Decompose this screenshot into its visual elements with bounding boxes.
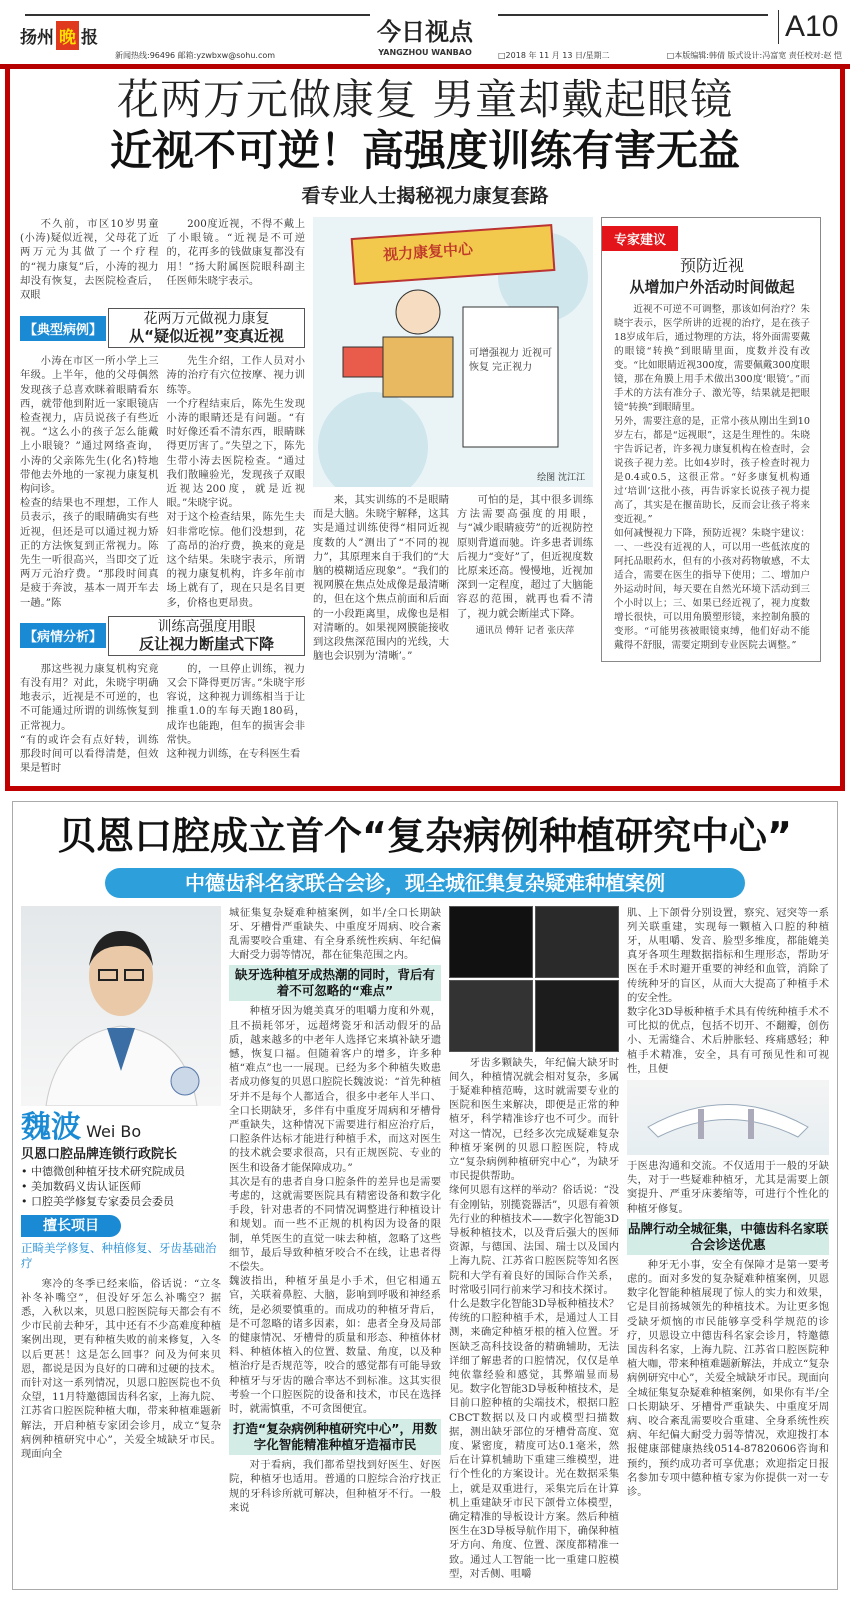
expert-advice-box bbox=[601, 217, 821, 662]
story2-body bbox=[21, 906, 829, 1582]
expert-title: 预防近视 bbox=[679, 256, 744, 275]
intro-right: 200度近视，不得不戴上了小眼镜。“近视是不可逆的，花再多的钱做康复都没有用！”扬大附属医院眼科副主任医师朱晓宇表示。 bbox=[166, 218, 305, 287]
doctor-name-en: Wei Bo bbox=[86, 1121, 142, 1141]
ct-scan-image bbox=[535, 980, 619, 1052]
expert-subtitle: 从增加户外活动时间做起 bbox=[629, 278, 795, 296]
analysis-heading-line1: 训练高强度用眼 bbox=[157, 618, 256, 635]
analysis-col2: 的，一旦停止训练，视力又会下降得更厉害。”朱晓宇形容说，这种视力训练相当于让推重1.0的车每天跑180码，成诈也能跑，但车的损害会非常快。 这种视力训练，在专科医生看 bbox=[166, 662, 305, 761]
expert-text: 近视不可逆不可调整，那该如何治疗？朱晓宇表示，医学所讲的近视的治疗，是在孩子18岁成年后，通过物理的方法，将外面需要戴的眼镜“转换”到眼睛里面，度数并没有改变。“比如眼睛近视300度，需要佩戴300度眼镜，那在角膜上用手术做出300度‘眼镜’。”而手术的方法有准分子、激光等，结果就是把眼镜“转换”到眼睛里。 另外，需要注意的是，正常小孩从刚出生到10岁左右，都是“远视眼”，这是生理性的。朱晓宇告诉记者，许多视力康复机构在检查时，会说孩子视力差。比如4岁时，孩子检查时视力是0.4或0.5，这很正常。“好多康复机构通过‘培训’这批小孩，再告诉家长说孩子视力提高了，其实是在揠苗助长，反而会让孩子将来变近视。” 如何减慢视力下降，预防近视？朱晓宇建议：一、一些没有近视的人，可以用一些低浓度的阿托品眼药水，但有的小孩对药物敏感，不太适合，需要在医生的指导下使用；二、增加户外运动时间，每天要在自然光环境下活动到三个小时以上；三、如果已经近视了，视力度数增长很快，可以用角膜塑形镜，来控制角膜的变形。“可能男孩被眼镜束缚，他们好动不能戴得不舒服，需要定期到专业医院去调整。” bbox=[614, 304, 810, 651]
doctor-card bbox=[21, 1110, 221, 1271]
header-rule bbox=[25, 14, 370, 16]
implant-guide-model bbox=[638, 1087, 818, 1147]
analysis-col3: 来，其实训练的不是眼睛而是大脑。朱晓宇解释，这其实是通过训练使得“相同近视度数的人”测出了“不同的视力”，其原理来自于我们的“大脑的模糊适应现象”。“我们的视网膜在焦点处成像是最清晰的，但在这个焦点前面和后面的一小段距离里，成像也是相对清晰的。如果视网膜能接收到这段焦深范围内的光线，大脑也会识别为‘清晰’。” bbox=[313, 494, 449, 663]
analysis-heading-box bbox=[108, 616, 305, 656]
masthead bbox=[0, 0, 850, 64]
story1-middle bbox=[313, 217, 593, 663]
story1-body bbox=[20, 217, 830, 776]
doctor-credential: • 中德微创种植牙技术研究院成员 bbox=[21, 1164, 185, 1178]
campaign-text: 种牙无小事，安全有保障才是第一要考虑的。面对多发的复杂疑难种植案例，贝恩数字化智能种植展现了惊人的实力和效果，它是目前扬城领先的种植技术。为让更多饱受缺牙烦恼的市民能够享受科学规范的诊疗，贝恩设立中德齿科名家会诊月，特邀德国齿科名家，上海九院、江苏省口腔医院种植大咖，带来种植难题新解法，并成立“复杂病例研究中心”，关爱全城缺牙市民。现面向全城征集复杂疑难种植案例，如果你有半/全口长期缺牙、牙槽骨严重缺失、中重度牙周病、咬合紊乱需要咬合重建、全身系统性疾病、年纪偏大耐受力弱等情况，欢迎拨打本报健康部健康热线0514-87820606咨询和预约，预约成功者可享优惠；欢迎指定日报名参加专项中德种植专家为你提供一对一专诊。 bbox=[627, 1258, 829, 1498]
tag-analysis: 【病情分析】 bbox=[20, 623, 106, 648]
intro-text: 城征集复杂疑难种植案例，如半/全口长期缺牙、牙槽骨严重缺失、中重度牙周病、咬合紊乱需要咬合重建、有全身系统性疾病、年纪偏大耐受力弱等情况，都在征集范围之内。 bbox=[229, 906, 441, 962]
page-number: A10 bbox=[778, 10, 838, 44]
case-col1: 小涛在市区一所小学上三年级。上半年，他的父母偶然发现孩子总喜欢眯着眼睛看东西，就带他到附近一家眼镜店检查视力，店员说孩子有些近视。“这么小的孩子怎么能戴上小眼镜？”通过网络查询，小涛的父亲陈先生(化名)特地带他去外地的一家视力康复机构问诊。 检查的结果也不理想，工作人员表示，孩子的眼睛确实有些近视，但还是可以通过视力矫正的方法恢复到正常视力。陈先生一听很高兴，当即交了近两万元治疗费。“那段时间真是疲于奔波，基本一周开车去一趟。”陈 bbox=[20, 355, 159, 609]
story2-col4 bbox=[627, 906, 829, 1500]
illustration-banner: 视力康复中心 bbox=[382, 239, 474, 265]
case-col2: 先生介绍，工作人员对小涛的治疗有穴位按摩、视力训练等。 一个疗程结束后，陈先生发现小涛的眼睛还是有问题。“有时好像还看不清东西，眼睛眯得更厉害了。”失望之下，陈先生带小涛去医院检查。“通过我们散瞳验光，发现孩子双眼近视达200度，就是近视眼。”朱晓宇说。 对于这个检查结果，陈先生夫妇非常吃惊。他们没想到，花了高昂的治疗费，换来的竟是这个结果。朱晓宇表示，所谓的视力康复机构，许多年前市场上就有了，现在只是名目更多，价格也更昂贵。 bbox=[166, 355, 305, 609]
doctor-credential: • 美加数码义齿认证医师 bbox=[21, 1179, 141, 1193]
story2-frame bbox=[12, 801, 838, 1591]
doctor-name: 魏波 bbox=[21, 1109, 81, 1145]
story2-col2 bbox=[229, 906, 441, 1516]
illustration-sign: 可增强视力 近视可恢复 完正视力 bbox=[469, 348, 553, 373]
story2-col1-text: 寒冷的冬季已经来临，俗话说：“立冬补冬补嘴空”，但没好牙怎么补嘴空？据悉，入秋以来，贝恩口腔医院每天都会有不少市民前去种牙，其中还有不少高难度种植案例出现，更有种植失败的前来修复，入冬以后更甚！这是怎么回事？问及为何来贝恩，都说是因为良好的口碑和过硬的技术。而针对这一系列情况，贝恩口腔医院也不负众望，11月特邀德国齿科名家，上海九院、江苏省口腔医院种植大咖，带来种植难题新解法，开启种植专家团会诊月，成立“复杂病例种植研究中心”，关爱全城缺牙市民。现面向全 bbox=[21, 1277, 221, 1460]
story1-subhead: 看专业人士揭秘视力康复套路 bbox=[301, 185, 549, 207]
story2-col3 bbox=[449, 906, 619, 1582]
specialty: 正畸美学修复、种植修复、牙齿基础治疗 bbox=[21, 1240, 217, 1270]
doctor-photo bbox=[21, 906, 221, 1106]
analysis-heading-line2: 反让视力断崖式下降 bbox=[139, 634, 275, 653]
subheading-campaign: 品牌行动全城征集，中德齿科名家联合会诊送优惠 bbox=[627, 1219, 829, 1255]
guide-text: 于医患沟通和交流。不仅适用于一般的牙缺失，对于一些疑难种植牙，尤其是需要上颌窦提升、严重牙床萎缩等，可进行个性化的种植牙修复。 bbox=[627, 1159, 829, 1215]
analysis-heading bbox=[20, 616, 305, 656]
specialty-label: 擅长项目 bbox=[21, 1215, 121, 1237]
editors: □本版编辑:韩倩 版式设计:冯富宽 责任校对:赵 恺 bbox=[666, 51, 842, 60]
ct-scan-grid bbox=[449, 906, 619, 1052]
doctor-title: 贝恩口腔品牌连锁行政院长 bbox=[21, 1146, 178, 1162]
case-heading bbox=[20, 308, 305, 348]
subheading-center: 打造“复杂病例种植研究中心”，用数字化智能精准种植牙造福市民 bbox=[229, 1419, 441, 1455]
date: □2018 年 11 月 13 日/星期二 bbox=[498, 51, 610, 60]
technique-text: 肌、上下颌骨分别设置，察究、冠突等一系列关联重建，实现每一颗植入口腔的种植牙，从咀嚼、发音、脸型多维度，都能媲美真牙各项生理数据指标和生理形态，帮助牙医在手术时避开重要的神经和血管，消除了传统种牙的盲区，从而大大提高了种植手术的安全性。 数字化3D导板种植手术具有传统种植手术不可比拟的优点，包括不切开、不翻瓣，创伤小、无需缝合、术后肿胀轻、疼痛感轻；种植手术精准，安全，具有可预见性和可视性，且便 bbox=[627, 906, 829, 1075]
story2-col3-text: 牙齿多颗缺失，年纪偏大缺牙时间久，种植情况就会相对复杂，多属于疑难种植范畴，这时就需要专业的医院和医生来解决，即便是正常的种植牙，科学精准诊疗也不可少。而针对这一情况，已经多次完成疑难复杂种植牙案例的贝恩口腔医院，特成立“复杂病例种植研究中心”，为缺牙市民提供帮助。 缘何贝恩有这样的举动？俗话说：“没有金刚钻，别揽瓷器活”，贝恩有着领先行业的种植技术——数字化智能3D导板种植技术，以及背后强大的医师资源，与德国、法国、瑞士以及国内上海九院、江苏省口腔医院等知名医院和大学有着良好的国际合作关系，时常吸引同行前来学习和技术探讨。 什么是数字化智能3D导板种植技术？传统的口腔种植手术，是通过人工目测，来确定种植牙根的植入位置。牙医缺乏高科技设备的精确辅助，无法详细了解患者的口腔情况，仅仅是单纯依靠经验和感觉，其弊端显而易见。数字化智能3D导板种植技术，是目前口腔种植的尖端技术，根据口腔CBCT数据以及口内或模型扫描数据，测出缺牙部位的牙槽骨高度、宽度、紧密度，精度可达0.1毫米，然后在计算机辅助下重建三维模型，进行个性化的方案设计。光在数据采集上，就是双重进行，采集完后在计算机上重建缺牙市民下颌骨立体模型，确定精准的导板设计方案。然后种植医生在3D导板导航作用下，确保种植牙方向、角度、位置、深度都精准一致。通过人工智能一比一重建口腔模型，对舌侧、咀嚼 bbox=[449, 1056, 620, 1580]
implant-image bbox=[627, 1080, 829, 1155]
ct-scan-image bbox=[449, 980, 533, 1052]
tag-case: 【典型病例】 bbox=[20, 316, 106, 341]
case-heading-line1: 花两万元做视力康复 bbox=[143, 311, 270, 328]
section-title: 今日视点 YANGZHOU WANBAO bbox=[377, 17, 473, 57]
intro-left: 不久前，市区10岁男童(小涛)疑似近视，父母花了近两万元为其做了一个疗程的“视力康复”后，小涛的视力却没有恢复，去医院检查后，双眼 bbox=[20, 218, 159, 302]
byline: 通讯员 傅轩 记者 张庆萍 bbox=[475, 625, 575, 636]
ct-scan-image bbox=[535, 906, 619, 978]
illustration-credit: 绘图 沈江江 bbox=[537, 473, 585, 483]
story2-col1 bbox=[21, 906, 221, 1462]
newspaper-logo: 扬州 晚 报 bbox=[20, 22, 110, 48]
story1-headline-main: 近视不可逆！高强度训练有害无益 bbox=[109, 126, 740, 175]
story2-subhead: 中德齿科名家联合会诊，现全城征集复杂疑难种植案例 bbox=[105, 868, 745, 898]
header-rule bbox=[498, 14, 768, 16]
case-heading-line2: 从“疑似近视”变真近视 bbox=[129, 327, 284, 346]
hotline: 新闻热线:96496 邮箱:yzwbxw@sohu.com bbox=[115, 51, 276, 60]
case-heading-box bbox=[108, 308, 305, 348]
doctor-portrait bbox=[21, 906, 221, 1106]
story1-left-columns bbox=[20, 217, 305, 776]
subheading-difficulty: 缺牙选种植牙成热潮的同时，背后有着不可忽略的“难点” bbox=[229, 965, 441, 1001]
analysis-col4-wrap bbox=[457, 493, 593, 663]
ct-scan-image bbox=[449, 906, 533, 978]
illustration bbox=[313, 217, 593, 487]
difficulty-text: 种植牙因为媲美真牙的咀嚼力度和外观，且不损耗邻牙，远超烤瓷牙和活动假牙的品质，越来越多的中老年人选择它来填补缺牙遗憾，恢复口福。但随着客户的增多，许多种植“难点”也一一展现。已经为多个种植失败患者成功修复的贝恩口腔院长魏波说：“首先种植牙并不是每个人都适合，很多中老年人半口、全口长期缺牙，多伴有中重度牙周病和牙槽骨严重缺失，这种情况下需要进行相应治疗后，口腔条件达标才能进行种植手术，而这对医生的技术就会要求很高，只有正规医院、专业的医生和设备才能保障成功。” 其次是有的患者自身口腔条件的差异也是需要考虑的，这就需要医院具有精密设备和数字化手段，针对患者的不同情况调整进行种植设计和规划。而一些不正规的机构因为设备的限制，单凭医生的直觉一味去种植，忽略了这些细节，最后导致种植牙咬合不在线，让患者得不偿失。 魏波指出，种植牙虽是小手术，但它相通五官，关联着鼻腔、大脑，影响到呼吸和神经系统，是必须要慎重的。而成功的种植牙背后，是不可忽略的诸多因素，如：患者全身及局部的健康情况、牙槽骨的质量和形态、种植体材料、种植体植入的位置、数量、角度，以及种植治疗是否规范等，咬合的感觉都有可能导致种植牙与牙齿的融合率达不到标准。这其实很考验一个口腔医院的设备和技术，市民在选择时，就需慎重，不可贪图便宜。 bbox=[229, 1005, 441, 1415]
doctor-credential: • 口腔美学修复专家委员会委员 bbox=[21, 1194, 174, 1208]
expert-ribbon: 专家建议 bbox=[602, 226, 678, 251]
case-columns bbox=[20, 354, 305, 610]
intro bbox=[20, 217, 305, 302]
analysis-columns-2 bbox=[313, 493, 593, 663]
story2-headline: 贝恩口腔成立首个“复杂病例种植研究中心” bbox=[58, 813, 792, 858]
analysis-col1: 那这些视力康复机构究竟有没有用？对此，朱晓宇明确地表示，近视是不可逆的，也不可能通过所谓的训练恢复到正常视力。 “有的或许会有点好转，训练那段时间可以看得清楚，但效果是暂时 bbox=[20, 662, 159, 775]
story1-frame bbox=[5, 69, 845, 791]
analysis-columns bbox=[20, 662, 305, 776]
analysis-col4: 可怕的是，其中很多训练方法需要高强度的用眼，与“减少眼睛疲劳”的近视防控原则背道而驰。许多患者训练后视力“变好”了，但近视度数比原来还高。慢慢地，近视加深到一定程度，超过了大脑能容忍的范围，就再也看不清了，视力就会断崖式下降。 bbox=[457, 494, 593, 620]
center-text: 对于看病，我们都希望找到好医生、好医院，种植牙也适用。普通的口腔综合治疗找正规的牙科诊所就可解决，但种植牙不行。一般来说 bbox=[229, 1459, 441, 1514]
story1-headline: 花两万元做康复 男童却戴起眼镜 bbox=[116, 75, 734, 124]
